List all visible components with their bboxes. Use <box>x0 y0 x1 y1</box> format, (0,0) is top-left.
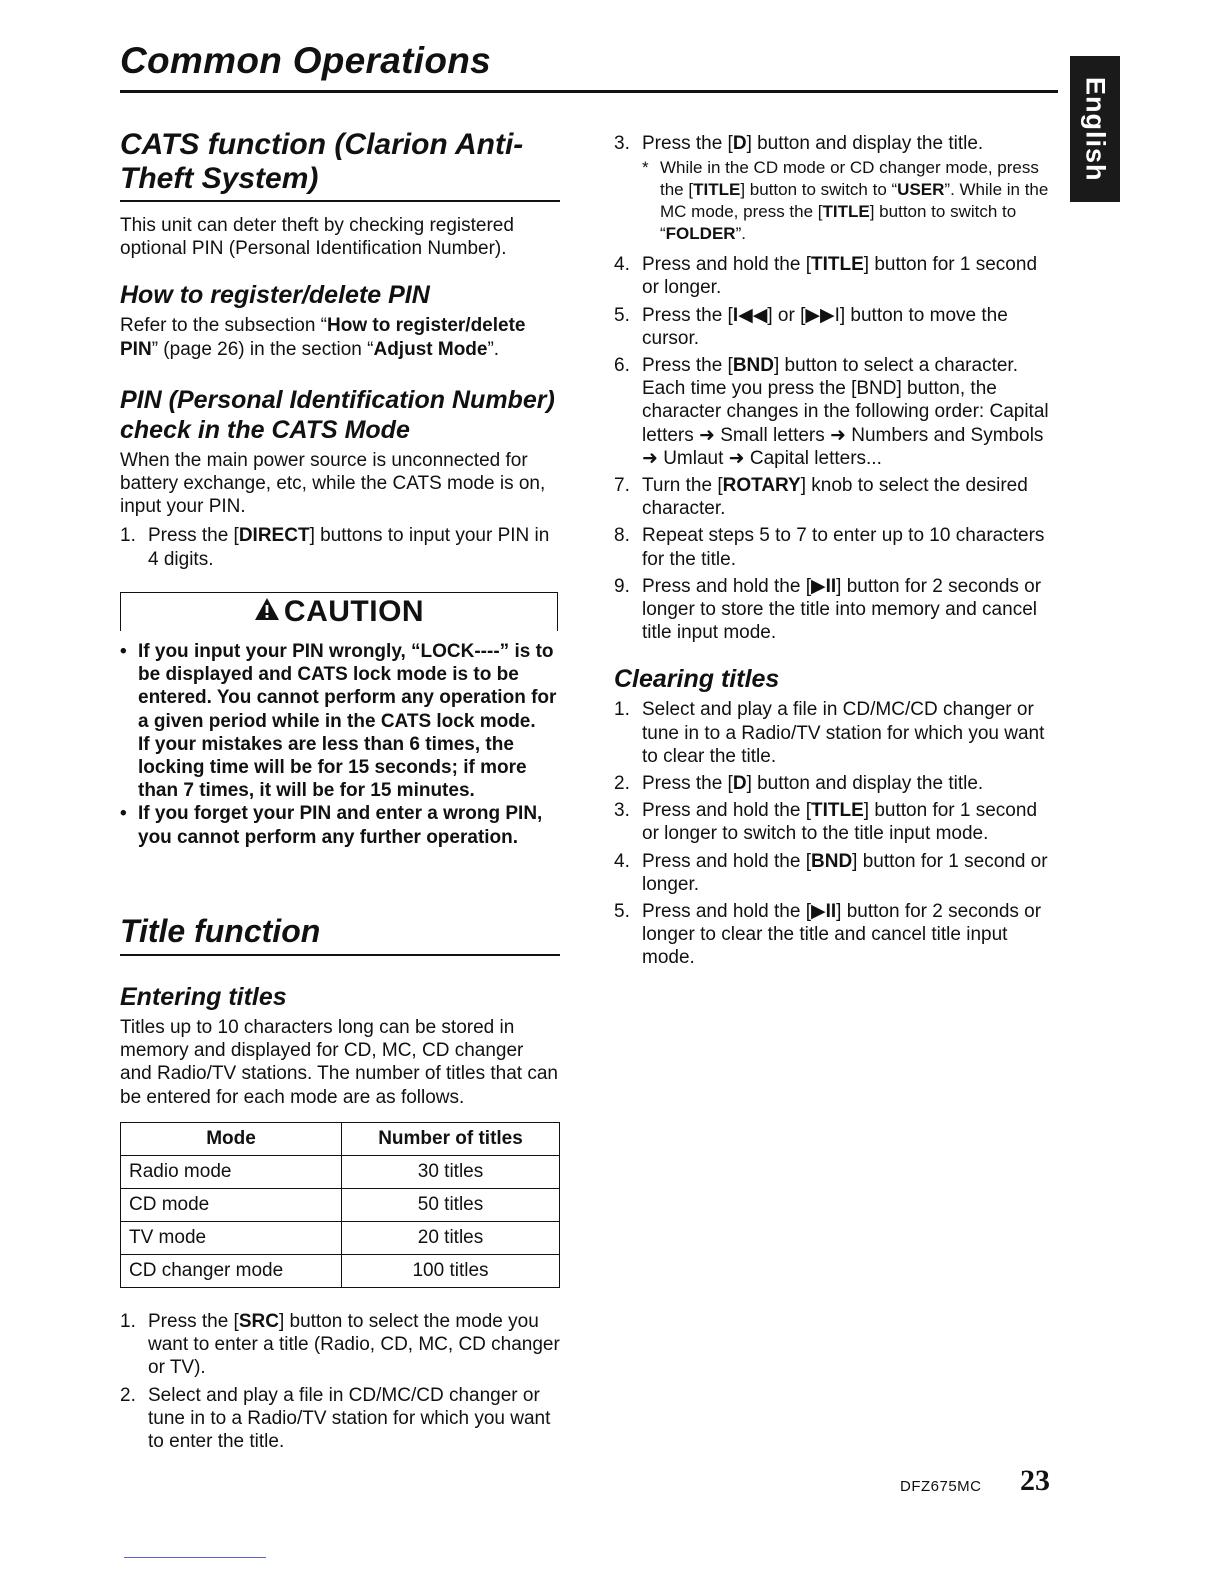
list-item: 4. Press and hold the [TITLE] button for 1 second or longer. <box>614 254 1038 299</box>
list-item: 1. Select and play a file in CD/MC/CD changer or tune in to a Radio/TV station for which you want to clear the title. <box>614 699 1045 767</box>
table-header-count: Number of titles <box>342 1123 560 1156</box>
language-tab-label: English <box>1080 76 1111 182</box>
entering-steps-left <box>120 1310 560 1453</box>
table-row: CD changer mode 100 titles <box>121 1255 560 1288</box>
bottom-divider <box>124 1557 266 1558</box>
table-header-mode: Mode <box>121 1123 342 1156</box>
caution-list <box>120 640 560 849</box>
register-text: Refer to the subsection “How to register/delete PIN” (page 26) in the section “Adjust Mode”. <box>120 315 526 360</box>
list-item: 5. Press and hold the [▶II] button for 2 seconds or longer to clear the title and cancel title input mode. <box>614 901 1042 969</box>
cats-intro: This unit can deter theft by checking registered optional PIN (Personal Identification Number). <box>120 215 514 260</box>
pin-check-text: When the main power source is unconnected for battery exchange, etc, while the CATS mode is on, input your PIN. <box>120 449 546 518</box>
list-item: 6. Press the [BND] button to select a character. Each time you press the [BND] button, the character changes in the following order: Capital letters ➜ Small letters ➜ Numbers and Symbols ➜ Umlaut ➜ Capital letters... <box>614 355 1049 469</box>
clearing-titles-heading: Clearing titles <box>614 665 780 694</box>
language-tab <box>1070 56 1120 202</box>
table-row: Radio mode 30 titles <box>121 1156 560 1189</box>
title-function-rule <box>120 954 560 956</box>
title-function-heading: Title function <box>120 913 321 949</box>
steps-4-to-9 <box>614 253 1054 644</box>
entering-steps-right <box>614 132 1054 970</box>
caution-title: CAUTION <box>283 595 425 628</box>
page-number: 23 <box>1020 1464 1050 1497</box>
warning-triangle-icon <box>254 595 280 629</box>
title-divider <box>120 90 1058 93</box>
list-item: 4. Press and hold the [BND] button for 1 second or longer. <box>614 850 1048 895</box>
list-item: 3. Press the [D] button and display the title. <box>614 133 984 154</box>
list-item: 9. Press and hold the [▶II] button for 2 seconds or longer to store the title into memory and cancel title input mode. <box>614 575 1042 644</box>
list-item: 2. Press the [D] button and display the title. <box>614 773 984 795</box>
entering-titles-heading: Entering titles <box>120 983 287 1011</box>
step-3 <box>614 132 1054 155</box>
mode-note: * While in the CD mode or CD changer mode, press the [TITLE] button to switch to “USER”. While in the MC mode, press the [TITLE] button to switch to “FOLDER”. <box>642 158 1049 244</box>
entering-titles-text: Titles up to 10 characters long can be stored in memory and displayed for CD, MC, CD changer and Radio/TV stations. The number of titles that can be entered for each mode are as follows. <box>120 1017 558 1108</box>
list-item: 1. Press the [DIRECT] buttons to input your PIN in 4 digits. <box>120 525 550 570</box>
page-title: Common Operations <box>120 40 492 81</box>
list-item: 7. Turn the [ROTARY] knob to select the desired character. <box>614 475 1028 520</box>
caution-item: • If you forget your PIN and enter a wrong PIN, you cannot perform any further operation. <box>120 803 543 848</box>
caution-header <box>120 592 558 631</box>
register-heading: How to register/delete PIN <box>120 281 430 310</box>
table-header-row <box>121 1123 560 1156</box>
cats-heading: CATS function (Clarion Anti-Theft System) <box>120 128 524 195</box>
pin-steps <box>120 524 560 570</box>
pin-check-heading: PIN (Personal Identification Number) check in the CATS Mode <box>120 385 555 444</box>
title-function-section <box>120 914 560 1109</box>
caution-item: If your mistakes are less than 6 times, the locking time will be for 15 seconds; if more than 7 times, it will be for 15 minutes. <box>138 733 527 802</box>
titles-table-wrap <box>120 1122 560 1288</box>
caution-item: • If you input your PIN wrongly, “LOCK----” is to be displayed and CATS lock mode is to be entered. You cannot perform any operation for a given period while in the CATS lock mode. <box>120 641 557 732</box>
titles-table <box>120 1122 560 1288</box>
cats-heading-rule <box>120 200 560 202</box>
list-item: 5. Press the [I◀◀] or [▶▶I] button to move the cursor. <box>614 304 1008 349</box>
list-item: 3. Press and hold the [TITLE] button for 1 second or longer to switch to the title input mode. <box>614 800 1038 845</box>
table-row: CD mode 50 titles <box>121 1189 560 1222</box>
list-item: 2. Select and play a file in CD/MC/CD changer or tune in to a Radio/TV station for which you want to enter the title. <box>120 1384 551 1453</box>
model-number: DFZ675MC <box>900 1478 982 1495</box>
list-item: 1. Press the [SRC] button to select the mode you want to enter a title (Radio, CD, MC, CD changer or TV). <box>120 1311 560 1379</box>
clearing-steps <box>614 698 1054 969</box>
table-row: TV mode 20 titles <box>121 1222 560 1255</box>
list-item: 8. Repeat steps 5 to 7 to enter up to 10 characters for the title. <box>614 525 1045 570</box>
cats-section <box>120 128 560 571</box>
